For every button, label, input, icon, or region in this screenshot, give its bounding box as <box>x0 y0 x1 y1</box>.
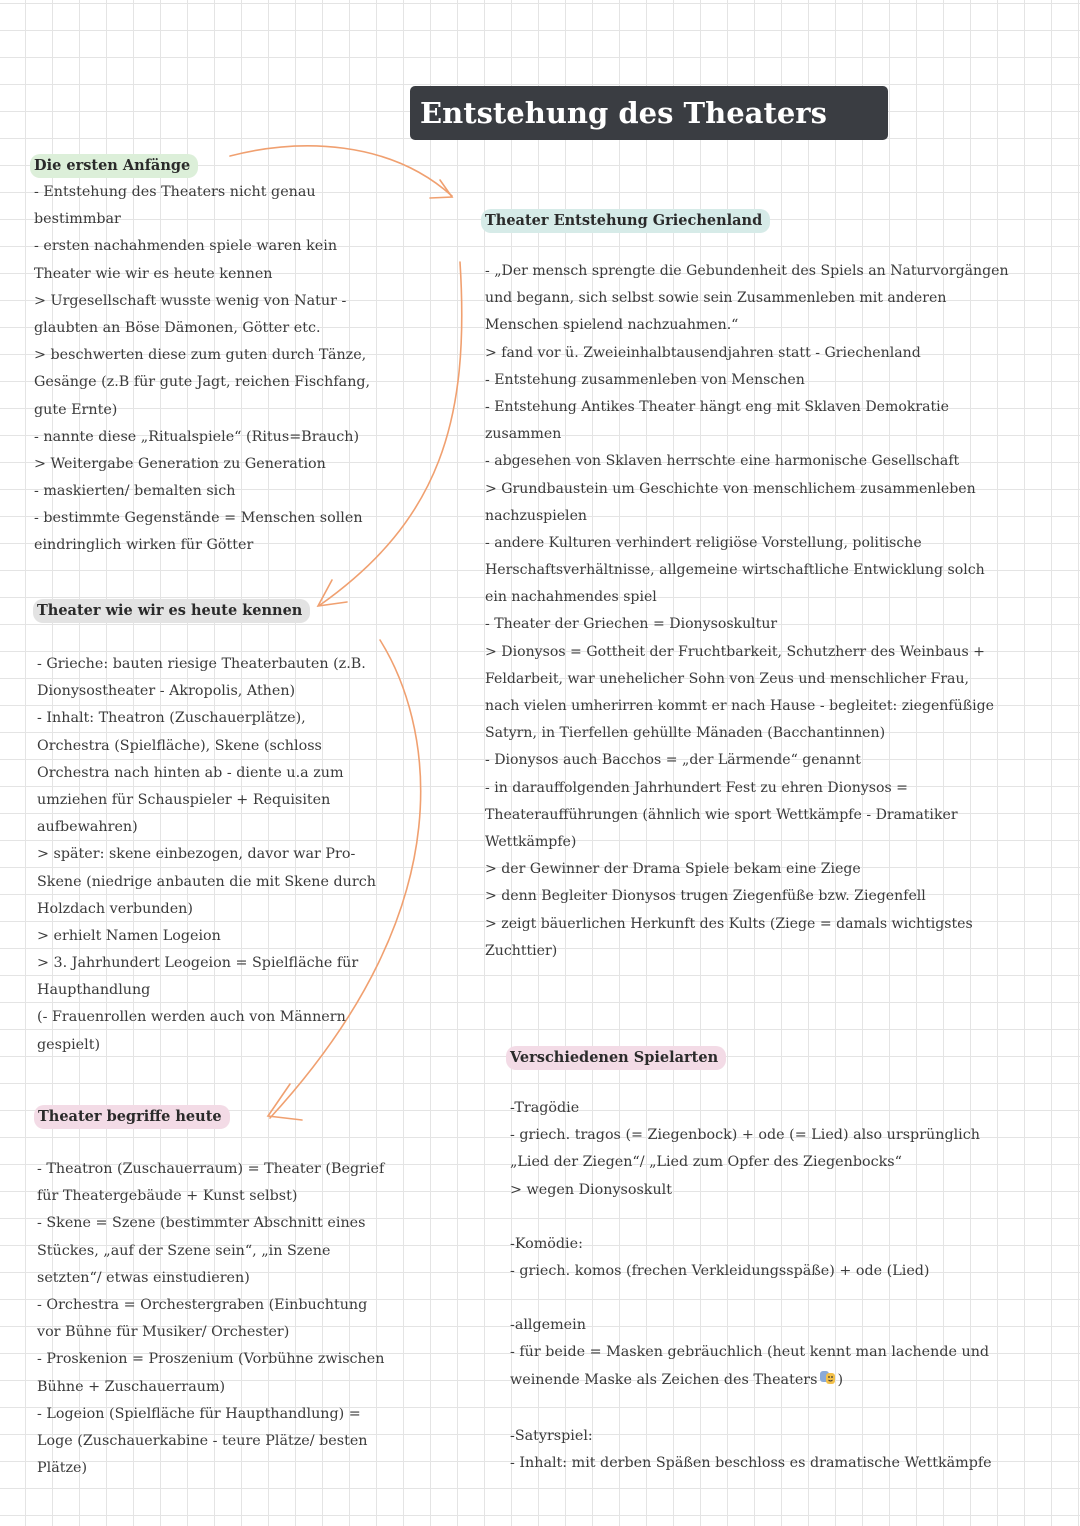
line: und begann, sich selbst sowie sein Zusammenleben mit anderen <box>485 290 947 307</box>
line: - abgesehen von Sklaven herrschte eine harmonische Gesellschaft <box>485 453 960 470</box>
text-begriffe-heute <box>37 1156 384 1482</box>
line: - ersten nachahmenden spiele waren kein <box>34 238 338 255</box>
line: -Komödie: <box>510 1235 583 1252</box>
line: > Urgesellschaft wusste wenig von Natur - <box>34 292 347 309</box>
line: für Theatergebäude + Kunst selbst) <box>37 1188 298 1205</box>
heading-spielarten: Verschiedenen Spielarten <box>506 1046 726 1070</box>
line: - Logeion (Spielfläche für Haupthandlung) = <box>37 1405 361 1422</box>
line: Skene (niedrige anbauten die mit Skene durch <box>37 873 376 890</box>
line: Bühne + Zuschauerraum) <box>37 1378 226 1395</box>
heading-griechenland: Theater Entstehung Griechenland <box>481 209 770 233</box>
line: umziehen für Schauspieler + Requisiten <box>37 791 331 808</box>
line: aufbewahren) <box>37 819 138 836</box>
line: Menschen spielend nachzuahmen.“ <box>485 317 739 334</box>
line: glaubten an Böse Dämonen, Götter etc. <box>34 319 321 336</box>
theater-masks-icon <box>819 1370 837 1386</box>
line: Holzdach verbunden) <box>37 900 193 917</box>
text-griechenland <box>485 258 1009 965</box>
line: Haupthandlung <box>37 982 151 999</box>
line: Stückes, „auf der Szene sein“, „in Szene <box>37 1242 331 1259</box>
line: > wegen Dionysoskult <box>510 1181 672 1198</box>
line: Plätze) <box>37 1460 88 1477</box>
line: „Lied der Ziegen“/ „Lied zum Opfer des Ziegenbocks“ <box>510 1154 902 1171</box>
line: gespielt) <box>37 1036 101 1053</box>
line: Gesänge (z.B für gute Jagt, reichen Fischfang, <box>34 374 371 391</box>
line: ein nachahmendes spiel <box>485 589 657 606</box>
line: eindringlich wirken für Götter <box>34 537 254 554</box>
line: > später: skene einbezogen, davor war Pro- <box>37 846 356 863</box>
line: - Grieche: bauten riesige Theaterbauten (z.B. <box>37 656 366 672</box>
line: - andere Kulturen verhindert religiöse Vorstellung, politische <box>485 534 922 551</box>
line: - in darauffolgenden Jahrhundert Fest zu ehren Dionysos = <box>485 779 908 796</box>
line: - Entstehung Antikes Theater hängt eng mit Sklaven Demokratie <box>485 398 950 415</box>
line: > 3. Jahrhundert Leogeion = Spielfläche für <box>37 955 359 972</box>
line: - Theatron (Zuschauerraum) = Theater (Begrief <box>37 1161 385 1177</box>
line: - Orchestra = Orchestergraben (Einbuchtung <box>37 1296 368 1313</box>
line: - Dionysos auch Bacchos = „der Lärmende“ genannt <box>485 752 861 769</box>
line: Orchestra nach hinten ab - diente u.a zum <box>37 764 344 781</box>
line: > denn Begleiter Dionysos trugen Ziegenfüße bzw. Ziegenfell <box>485 888 926 905</box>
line: (- Frauenrollen werden auch von Männern <box>37 1009 346 1026</box>
arrow-head-3 <box>268 1084 302 1120</box>
line: -allgemein <box>510 1317 586 1334</box>
line: Satyrn, in Tierfellen gehüllte Mänaden (Bacchantinnen) <box>485 725 886 742</box>
page-title: Entstehung des Theaters <box>410 86 888 140</box>
line: Orchestra (Spielfläche), Skene (schloss <box>37 737 322 754</box>
line: - griech. komos (frechen Verkleidungsspäße) + ode (Lied) <box>510 1262 930 1279</box>
line: - Skene = Szene (bestimmter Abschnitt eines <box>37 1215 366 1232</box>
line: zusammen <box>485 426 562 443</box>
line: -Satyrspiel: <box>510 1427 593 1444</box>
line: - maskierten/ bemalten sich <box>34 483 236 500</box>
line: Dionysostheater - Akropolis, Athen) <box>37 683 296 700</box>
line: - Inhalt: Theatron (Zuschauerplätze), <box>37 710 306 727</box>
line: nach vielen umherirren kommt er nach Hause - begleitet: ziegenfüßige <box>485 698 994 714</box>
arrow-head-2 <box>318 580 347 606</box>
line: bestimmbar <box>34 211 121 228</box>
line: - Entstehung zusammenleben von Menschen <box>485 371 805 388</box>
heading-begriffe-heute: Theater begriffe heute <box>34 1105 230 1129</box>
line: - Inhalt: mit derben Späßen beschloss es dramatische Wettkämpfe <box>510 1454 992 1471</box>
line: setzten“/ etwas einstudieren) <box>37 1269 250 1286</box>
heading-ersten-anfaenge: Die ersten Anfänge <box>30 154 198 178</box>
line: Feldarbeit, war unehelicher Sohn von Zeus und menschlicher Frau, <box>485 670 970 687</box>
line: > Dionysos = Gottheit der Fruchtbarkeit, Schutzherr des Weinbaus + <box>485 643 985 660</box>
line: - nannte diese „Ritualspiele“ (Ritus=Brauch) <box>34 428 360 445</box>
line-text: weinende Maske als Zeichen des Theaters <box>510 1371 818 1388</box>
line: > Weitergabe Generation zu Generation <box>34 455 326 472</box>
line: - „Der mensch sprengte die Gebundenheit des Spiels an Naturvorgängen <box>485 263 1009 279</box>
line: - bestimmte Gegenstände = Menschen sollen <box>34 510 363 527</box>
line: gute Ernte) <box>34 401 118 418</box>
line: nachzuspielen <box>485 507 587 524</box>
line: > zeigt bäuerlichen Herkunft des Kults (Ziege = damals wichtigstes <box>485 915 973 932</box>
line: - Theater der Griechen = Dionysoskultur <box>485 616 778 633</box>
arrow-head-1 <box>430 180 452 198</box>
line: - Entstehung des Theaters nicht genau <box>34 184 316 200</box>
line: vor Bühne für Musiker/ Orchester) <box>37 1324 290 1341</box>
line: - Proskenion = Proszenium (Vorbühne zwischen <box>37 1351 385 1368</box>
line: - für beide = Masken gebräuchlich (heut kennt man lachende und <box>510 1344 990 1361</box>
text-heute-kennen <box>37 651 376 1059</box>
line: - griech. tragos (= Ziegenbock) + ode (= Lied) also ursprünglich <box>510 1127 980 1144</box>
line: > erhielt Namen Logeion <box>37 927 221 944</box>
line: Zuchttier) <box>485 942 558 959</box>
line: Theater wie wir es heute kennen <box>34 265 273 282</box>
heading-heute-kennen: Theater wie wir es heute kennen <box>33 599 310 623</box>
line: > fand vor ü. Zweieinhalbtausendjahren statt - Griechenland <box>485 344 921 361</box>
line: > der Gewinner der Drama Spiele bekam eine Ziege <box>485 861 861 878</box>
line-text-close: ) <box>837 1371 844 1388</box>
line-with-masks <box>510 1367 992 1391</box>
text-ersten-anfaenge <box>34 179 370 560</box>
line: Loge (Zuschauerkabine - teure Plätze/ besten <box>37 1432 368 1449</box>
line: Wettkämpfe) <box>485 833 577 850</box>
line: Herschaftsverhältnisse, allgemeine wirtschaftliche Entwicklung solch <box>485 562 985 579</box>
line: > beschwerten diese zum guten durch Tänze, <box>34 347 367 364</box>
line: > Grundbaustein um Geschichte von menschlichem zusammenleben <box>485 480 976 497</box>
line: Theateraufführungen (ähnlich wie sport Wettkämpfe - Dramatiker <box>485 806 958 823</box>
line: -Tragödie <box>510 1100 580 1116</box>
text-spielarten <box>510 1095 992 1477</box>
